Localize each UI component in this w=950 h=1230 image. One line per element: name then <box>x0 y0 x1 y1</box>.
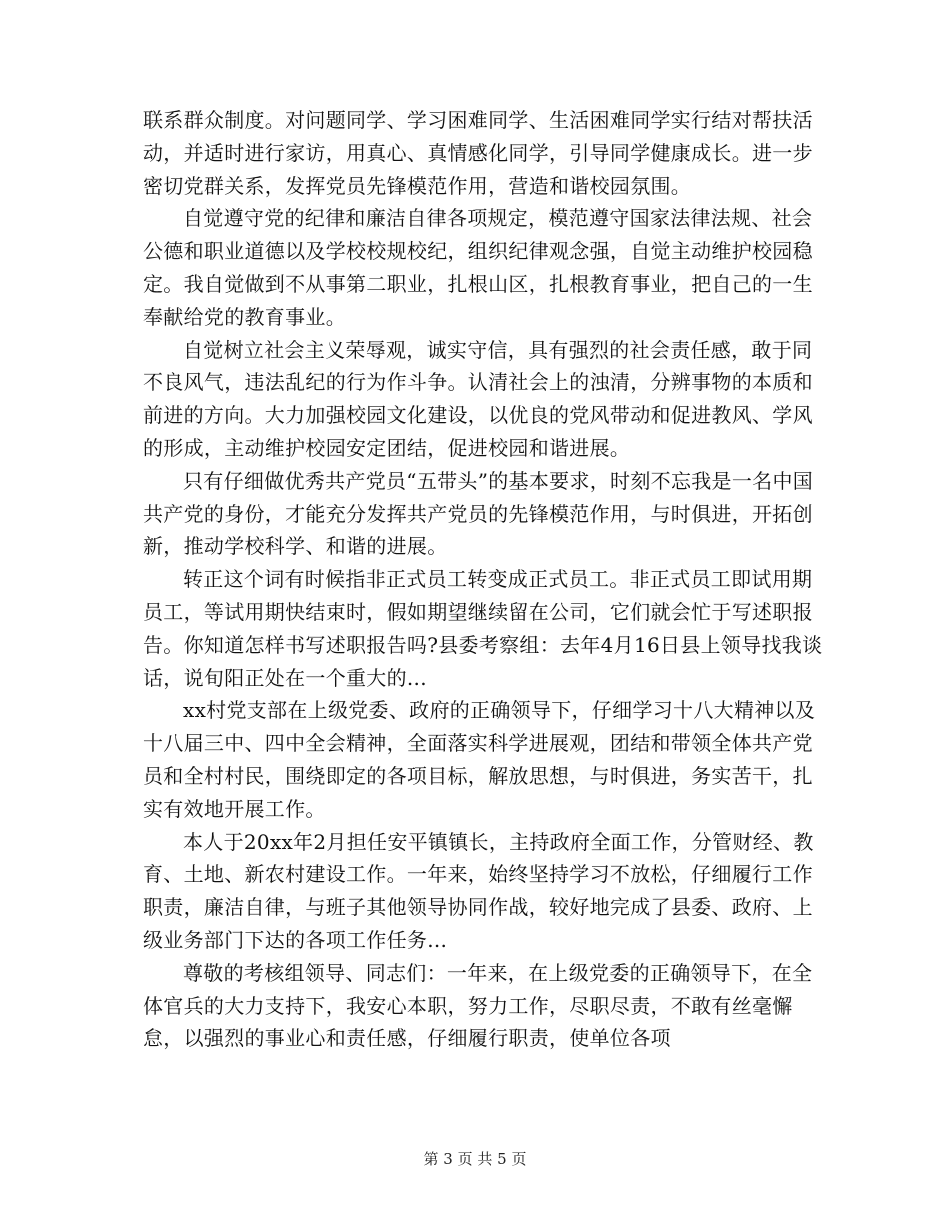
page-footer <box>0 1148 950 1169</box>
paragraph-2: 自觉遵守党的纪律和廉洁自律各项规定，模范遵守国家法律法规、社会公德和职业道德以及学校校规校纪，组织纪律观念强，自觉主动维护校园稳定。我自觉做到不从事第二职业，扎根山区，扎根教育事业，把自己的一生奉献给党的教育事业。 <box>143 206 813 329</box>
paragraph-3: 自觉树立社会主义荣辱观，诚实守信，具有强烈的社会责任感，敢于同不良风气，违法乱纪的行为作斗争。认清社会上的浊清，分辨事物的本质和前进的方向。大力加强校园文化建设，以优良的党风带动和促进教风、学风的形成，主动维护校园安定团结，促进校园和谐进展。 <box>143 337 813 460</box>
paragraph-7: 本人于20xx年2月担任安平镇镇长，主持政府全面工作，分管财经、教育、土地、新农村建设工作。一年来，始终坚持学习不放松，仔细履行工作职责，廉洁自律，与班子其他领导协同作战，较好地完成了县委、政府、上级业务部门下达的各项工作任务... <box>143 829 814 952</box>
document-body <box>143 104 823 1055</box>
paragraph-6: xx村党支部在上级党委、政府的正确领导下，仔细学习十八大精神以及十八届三中、四中全会精神，全面落实科学进展观，团结和带领全体共产党员和全村村民，围绕即定的各项目标，解放思想，与时俱进，务实苦干，扎实有效地开展工作。 <box>143 698 816 821</box>
paragraph-4: 只有仔细做优秀共产党员“五带头”的基本要求，时刻不忘我是一名中国共产党的身份，才能充分发挥共产党员的先锋模范作用，与时俱进，开拓创新，推动学校科学、和谐的进展。 <box>143 468 814 559</box>
paragraph-1: 联系群众制度。对问题同学、学习困难同学、生活困难同学实行结对帮扶活动，并适时进行家访，用真心、真情感化同学，引导同学健康成长。进一步密切党群关系，发挥党员先锋模范作用，营造和谐校园氛围。 <box>143 108 813 198</box>
page-number-label: 第 3 页 共 5 页 <box>423 1150 527 1168</box>
paragraph-5: 转正这个词有时候指非正式员工转变成正式员工。非正式员工即试用期员工，等试用期快结束时，假如期望继续留在公司，它们就会忙于写述职报告。你知道怎样书写述职报告吗?县委考察组：去年4月16日县上领导找我谈话，说旬阳正处在一个重大的... <box>143 567 823 690</box>
paragraph-8: 尊敬的考核组领导、同志们：一年来，在上级党委的正确领导下，在全体官兵的大力支持下，我安心本职，努力工作，尽职尽责，不敢有丝毫懈怠，以强烈的事业心和责任感，仔细履行职责，使单位各项 <box>143 960 813 1051</box>
